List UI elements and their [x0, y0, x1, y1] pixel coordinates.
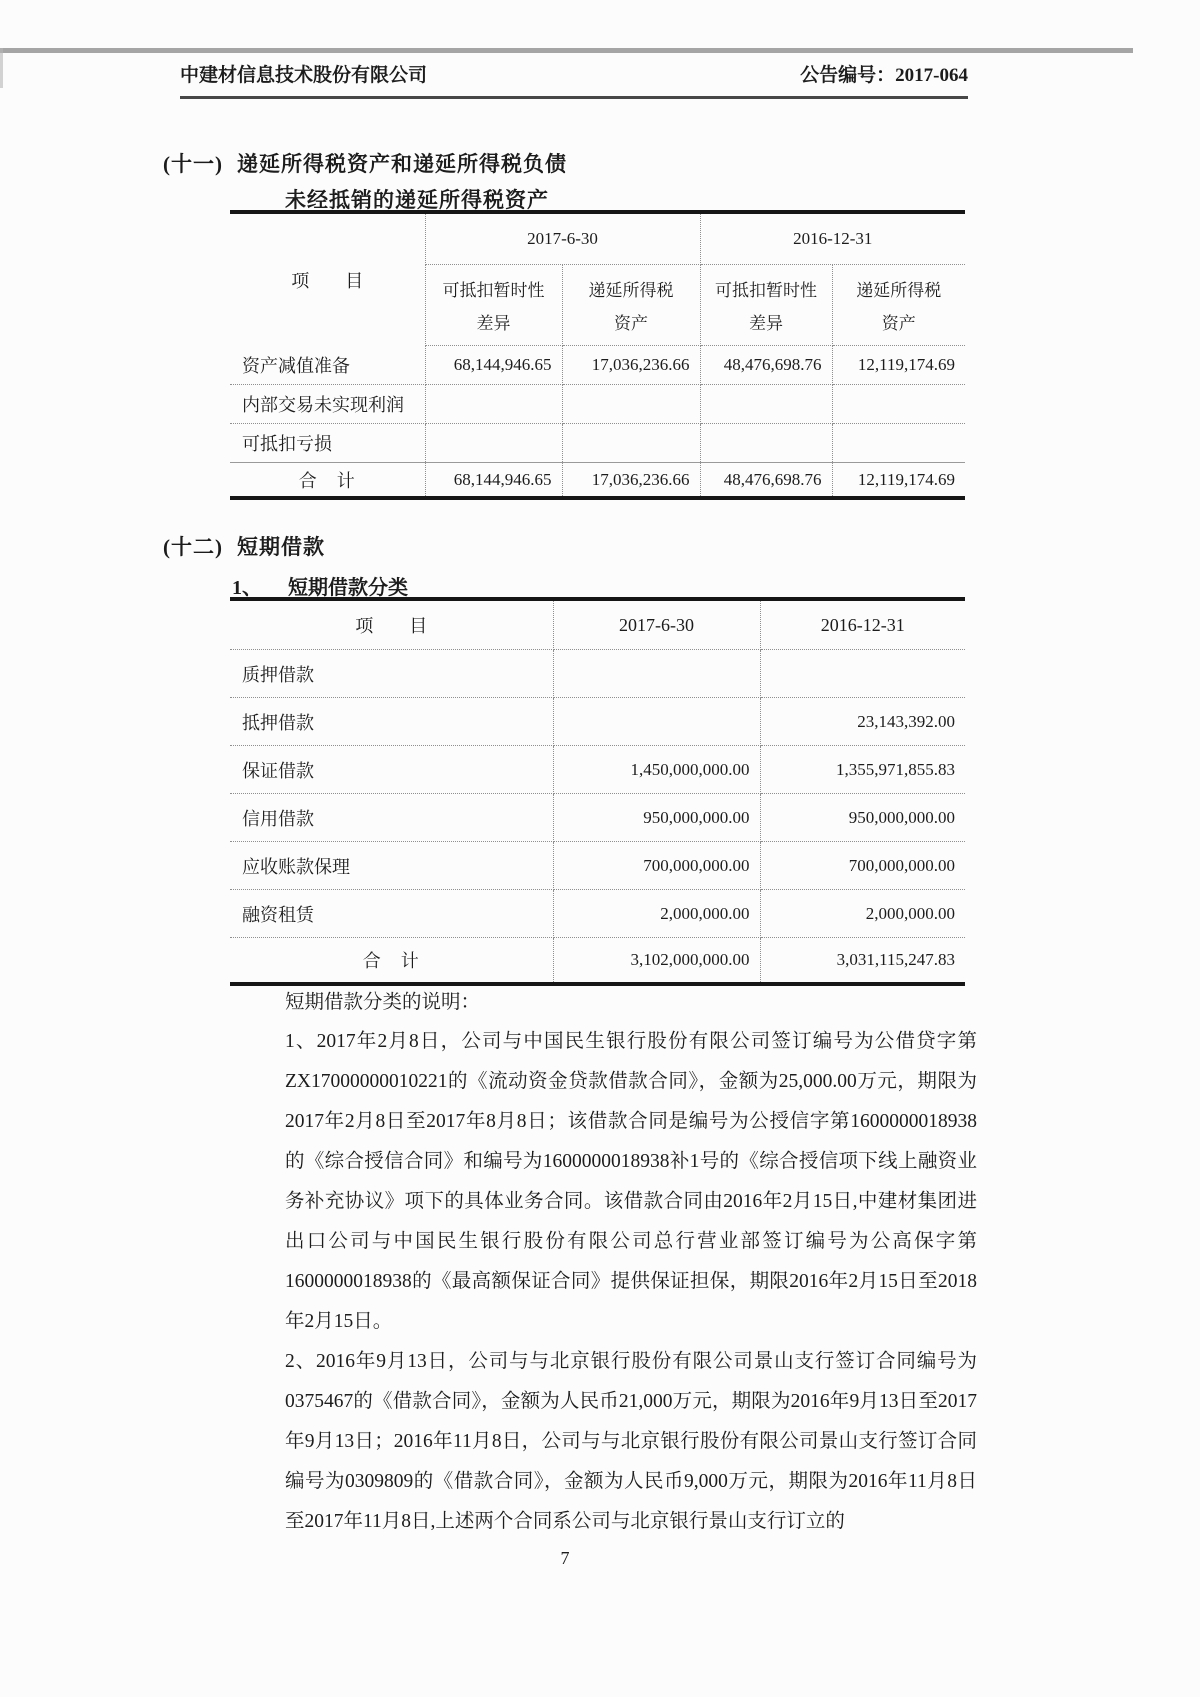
- scan-artifact-left: [0, 48, 3, 88]
- t2-cell-value: [760, 650, 965, 698]
- t2-cell-value: 1,355,971,855.83: [760, 746, 965, 794]
- section-11-title: 递延所得税资产和递延所得税负债: [237, 152, 567, 176]
- table-row: [230, 842, 965, 890]
- t2-total-value: 3,102,000,000.00: [553, 938, 760, 985]
- t1-subheader-line1: 递延所得税: [856, 280, 942, 300]
- t1-row-item: 内部交易未实现利润: [230, 385, 425, 424]
- t1-row-item: 可抵扣亏损: [230, 424, 425, 463]
- t2-cell-value: 1,450,000,000.00: [553, 746, 760, 794]
- t1-subheader-line1: 可抵扣暂时性: [442, 280, 545, 300]
- t2-cell-value: 2,000,000.00: [553, 890, 760, 938]
- sub1-number: 1、: [232, 577, 262, 599]
- table-row: [230, 650, 965, 698]
- section-12-heading: [163, 531, 325, 561]
- t1-cell-value: [425, 385, 562, 424]
- t1-total-value: 48,476,698.76: [700, 463, 832, 499]
- t2-header-2016: 2016-12-31: [760, 599, 965, 650]
- t1-cell-value: 68,144,946.65: [425, 346, 562, 385]
- table-row: [230, 385, 965, 424]
- page-number: 7: [560, 1548, 570, 1568]
- t2-header-item: 项 目: [230, 599, 553, 650]
- short-term-borrowings-table: [230, 597, 965, 986]
- t2-cell-value: 700,000,000.00: [760, 842, 965, 890]
- t1-subheader-line2: 资产: [881, 314, 916, 334]
- t2-cell-value: [553, 698, 760, 746]
- t2-cell-value: [553, 650, 760, 698]
- t1-subheader-cell: [832, 265, 965, 346]
- t1-total-label: 合 计: [230, 463, 425, 499]
- t1-total-value: 68,144,946.65: [425, 463, 562, 499]
- t1-cell-value: [425, 424, 562, 463]
- t2-cell-value: 950,000,000.00: [760, 794, 965, 842]
- document-header: [180, 60, 968, 99]
- table-header-row: [230, 599, 965, 650]
- t2-cell-value: 950,000,000.00: [553, 794, 760, 842]
- t1-cell-value: [700, 424, 832, 463]
- table-row: [230, 424, 965, 463]
- table-row: [230, 698, 965, 746]
- deferred-tax-table: [230, 210, 965, 500]
- t1-item-header: 项 目: [230, 212, 425, 346]
- t1-subheader-line1: 递延所得税: [588, 280, 674, 300]
- t2-total-label: 合 计: [230, 938, 553, 985]
- t2-row-item: 质押借款: [230, 650, 553, 698]
- t1-period-2016: 2016-12-31: [700, 212, 965, 265]
- table-total-row: [230, 463, 965, 499]
- t2-cell-value: 23,143,392.00: [760, 698, 965, 746]
- section-12-label: (十二): [163, 535, 223, 559]
- sub1-title: 短期借款分类: [288, 577, 408, 599]
- t1-cell-value: [832, 424, 965, 463]
- t1-cell-value: [832, 385, 965, 424]
- table-total-row: [230, 938, 965, 985]
- announcement-number: 公告编号：2017-064: [800, 65, 968, 86]
- t1-cell-value: [700, 385, 832, 424]
- section-11-subtitle: 未经抵销的递延所得税资产: [285, 188, 549, 212]
- t1-subheader-line1: 可抵扣暂时性: [715, 280, 818, 300]
- t1-cell-value: [562, 424, 700, 463]
- t1-period-2017: 2017-6-30: [425, 212, 700, 265]
- scan-artifact-top: [0, 48, 1133, 53]
- t2-row-item: 应收账款保理: [230, 842, 553, 890]
- t1-total-value: 17,036,236.66: [562, 463, 700, 499]
- t1-cell-value: 17,036,236.66: [562, 346, 700, 385]
- t1-total-value: 12,119,174.69: [857, 469, 956, 489]
- table-row: [230, 346, 965, 385]
- t2-cell-value: 700,000,000.00: [553, 842, 760, 890]
- t1-cell-value: 48,476,698.76: [700, 346, 832, 385]
- table-row: [230, 746, 965, 794]
- t1-subheader-cell: [562, 265, 700, 346]
- t2-header-2017: 2017-6-30: [553, 599, 760, 650]
- company-name: 中建材信息技术股份有限公司: [180, 65, 428, 86]
- note-paragraph-1: 1、2017年2月8日，公司与中国民生银行股份有限公司签订编号为公借贷字第ZX17000000010221的《流动资金贷款借款合同》，金额为25,000.00万元，期限为2017年2月8日至2017年8月8日；该借款合同是编号为公授信字第1600000018938的《综合授信合同》和编号为1600000018938补1号的《综合授信项下线上融资业务补充协议》项下的具体业务合同。该借款合同由2016年2月15日,中建材集团进出口公司与中国民生银行股份有限公司总行营业部签订编号为公高保字第1600000018938的《最高额保证合同》提供保证担保，期限2016年2月15日至2018年2月15日。: [285, 1031, 977, 1332]
- t1-row-item: 资产减值准备: [230, 346, 425, 385]
- t2-row-item: 信用借款: [230, 794, 553, 842]
- t2-total-value: 3,031,115,247.83: [836, 950, 955, 969]
- t1-subheader-line2: 资产: [614, 314, 648, 334]
- t2-row-item: 融资租赁: [230, 890, 553, 938]
- table-row: [230, 794, 965, 842]
- t1-subheader-line2: 差异: [476, 314, 511, 334]
- section-12-sub1-heading: [232, 571, 408, 600]
- t2-cell-value: 2,000,000.00: [760, 890, 965, 938]
- t1-subheader-line2: 差异: [749, 314, 784, 334]
- t2-row-item: 保证借款: [230, 746, 553, 794]
- notes-title: 短期借款分类的说明：: [285, 992, 481, 1013]
- section-11-label: (十一): [163, 152, 223, 176]
- notes-block: [285, 1022, 977, 1542]
- t2-row-item: 抵押借款: [230, 698, 553, 746]
- t1-cell-value: 12,119,174.69: [832, 346, 965, 385]
- t1-subheader-cell: [700, 265, 832, 346]
- section-12-title: 短期借款: [237, 535, 325, 559]
- t1-subheader-cell: [425, 265, 562, 346]
- table-row: [230, 890, 965, 938]
- section-11-heading: [163, 148, 567, 178]
- t1-cell-value: [562, 385, 700, 424]
- note-paragraph-2: 2、2016年9月13日，公司与与北京银行股份有限公司景山支行签订合同编号为0375467的《借款合同》，金额为人民币21,000万元，期限为2016年9月13日至2017年9月13日；2016年11月8日，公司与与北京银行股份有限公司景山支行签订合同编号为0309809的《借款合同》，金额为人民币9,000万元，期限为2016年11月8日至2017年11月8日,上述两个合同系公司与北京银行景山支行订立的: [285, 1351, 977, 1532]
